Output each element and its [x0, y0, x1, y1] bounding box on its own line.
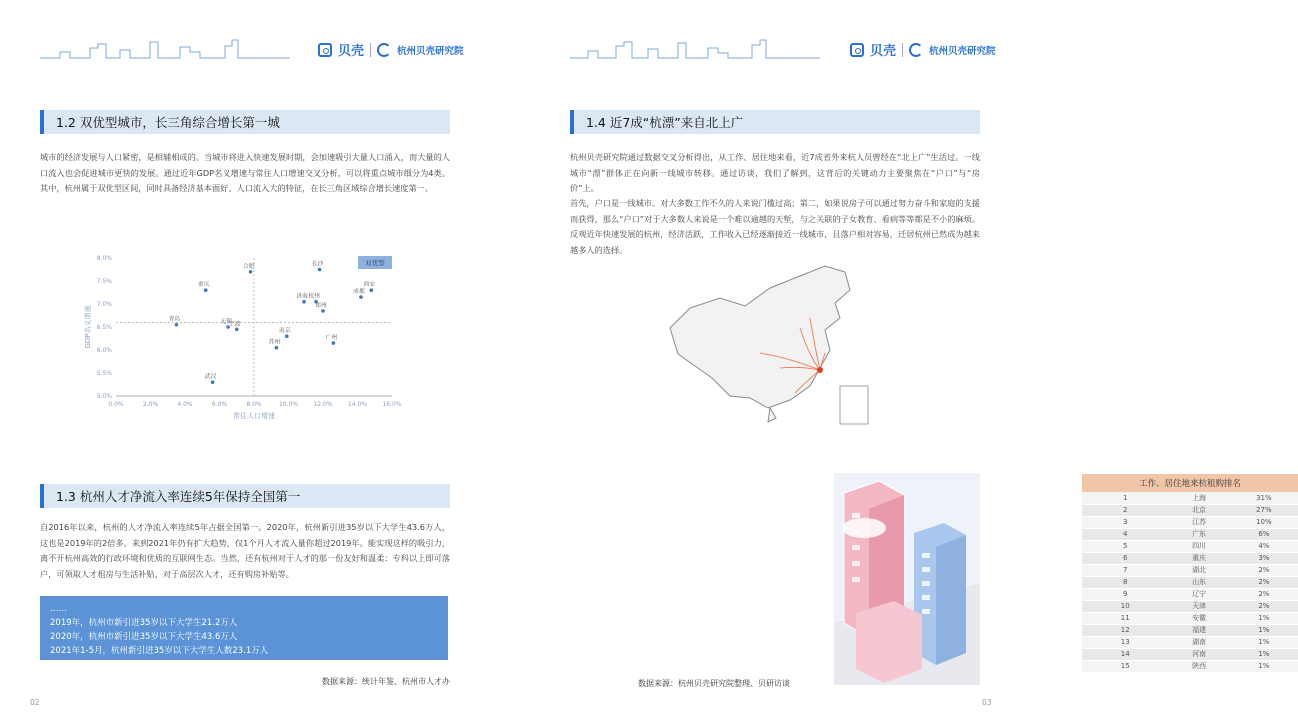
scatter-point — [175, 323, 179, 327]
table-cell-share: 1% — [1230, 660, 1298, 672]
scatter-point-label: 苏州 — [268, 339, 281, 346]
header-logos — [850, 40, 996, 59]
scatter-point — [321, 309, 325, 313]
section-1-4-paragraph-1: 杭州贝壳研究院通过数据交叉分析得出，从工作、居住地来看，近7成省外来杭人员曾经在“北上广”生活过。一线城市“漂”群体正在向新一线城市转移。通过访谈，我们了解到，这背后的关键动力主要聚焦在“户口”与“房价”上。 — [570, 152, 980, 193]
scatter-point — [302, 300, 306, 304]
table-cell-share: 6% — [1230, 528, 1298, 540]
table-cell-share: 27% — [1230, 504, 1298, 516]
table-cell-rank: 5 — [1082, 540, 1168, 552]
table-cell-rank: 12 — [1082, 624, 1168, 636]
skyline-decoration — [570, 38, 820, 60]
scatter-point-label: 无锡 — [220, 319, 232, 325]
logo-divider — [370, 43, 371, 57]
table-cell-share: 2% — [1230, 576, 1298, 588]
table-cell-share: 2% — [1230, 600, 1298, 612]
table-cell-share: 1% — [1230, 612, 1298, 624]
section-1-2-paragraph: 城市的经济发展与人口紧密，是相辅相成的。当城市将进入快速发展时期，会加速吸引大量人口涌入，而大量的人口流入也会促进城市更快的发展。通过近年GDP名义增速与常住人口增速交叉分析，可以将重点城市细分为4类。其中，杭州属于双优型区间，同时具备经济基本面好、人口流入大的特征，在长三角区域综合增长速度第一。 — [40, 152, 450, 193]
x-axis-label: 常住人口增速 — [233, 412, 275, 420]
section-1-3-paragraph: 自2016年以来，杭州的人才净流入率连续5年占据全国第一。2020年，杭州新引进35岁以下大学生43.6万人，这也是2019年的2倍多。来到2021年仍有扩大趋势，仅1个月人才流入量你超过2019年。能实现这样的吸引力，离不开杭州高效的行政环境和优质的互联网生态。当然，还有杭州对于人才的那一份友好和温柔：专科以上即可落户，可领取人才租房与生活补贴，对于高层次人才，还有购房补贴等。 — [40, 522, 450, 579]
table-row — [1082, 552, 1298, 564]
table-row — [1082, 516, 1298, 528]
scatter-point — [318, 268, 322, 272]
table-cell-share: 4% — [1230, 540, 1298, 552]
quadrant-label: 双优型 — [365, 259, 385, 267]
scatter-point-label: 郑州 — [315, 302, 327, 309]
table-cell-share: 10% — [1230, 516, 1298, 528]
hainan-island — [768, 408, 776, 422]
table-row — [1082, 504, 1298, 516]
scatter-point-label: 杭州 — [308, 293, 320, 300]
table-row — [1082, 588, 1298, 600]
table-cell-region: 天津 — [1168, 600, 1229, 612]
table-cell-share: 3% — [1230, 552, 1298, 564]
hangzhou-marker — [817, 367, 823, 373]
table-cell-share: 1% — [1230, 624, 1298, 636]
y-tick-label: 5.5% — [96, 370, 112, 377]
table-row — [1082, 576, 1298, 588]
scatter-point — [370, 288, 374, 292]
section-title: 1.2 双优型城市，长三角综合增长第一城 — [56, 115, 280, 130]
scatter-point-label: 广州 — [325, 335, 338, 342]
institute-logo-icon — [377, 43, 391, 57]
y-tick-label: 6.0% — [96, 347, 112, 354]
scatter-point-label: 西安 — [363, 282, 376, 289]
table-row — [1082, 564, 1298, 576]
table-row — [1082, 624, 1298, 636]
institute-name: 杭州贝壳研究院 — [397, 45, 464, 57]
section-heading-1-2 — [40, 110, 450, 134]
table-cell-rank: 1 — [1082, 492, 1168, 504]
scatter-point-label: 合肥 — [242, 263, 255, 270]
highlight-box — [40, 596, 448, 660]
low-building — [856, 601, 922, 683]
header-logos — [318, 40, 464, 59]
table-cell-share: 1% — [1230, 636, 1298, 648]
table-cell-rank: 3 — [1082, 516, 1168, 528]
section-1-4-paragraph-2: 首先，户口是一线城市。对大多数工作不久的人来说门槛过高；第二，如果说房子可以通过努力奋斗和家庭的支援而获得，那么“户口”对于大多数人来说是一个难以逾越的天堑，与之关联的子女教育、看病等等都是不小的麻烦。反观近年快速发展的杭州，经济活跃，工作收入已经逐渐接近一线城市，且落户相对容易，迁居杭州已然成为越来越多人的选择。 — [570, 198, 980, 255]
section-heading-1-4 — [570, 110, 980, 134]
y-tick-label: 6.5% — [96, 324, 112, 331]
scatter-point — [275, 346, 279, 350]
table-row — [1082, 600, 1298, 612]
table-cell-region: 安徽 — [1168, 612, 1229, 624]
beike-logo-icon — [318, 43, 332, 57]
table-cell-rank: 6 — [1082, 552, 1168, 564]
table-cell-region: 湖北 — [1168, 564, 1229, 576]
table-cell-rank: 10 — [1082, 600, 1168, 612]
y-tick-label: 5.0% — [96, 393, 112, 400]
table-row — [1082, 612, 1298, 624]
table-cell-region: 湖南 — [1168, 636, 1229, 648]
table-cell-region: 重庆 — [1168, 552, 1229, 564]
table-cell-share: 1% — [1230, 648, 1298, 660]
table-cell-region: 山东 — [1168, 576, 1229, 588]
table-cell-rank: 13 — [1082, 636, 1168, 648]
beike-logo-icon — [850, 43, 864, 57]
table-cell-region: 北京 — [1168, 504, 1229, 516]
highlight-line: 2020年，杭州市新引进35岁以下大学生43.6万人 — [50, 632, 238, 642]
table-row — [1082, 492, 1298, 504]
institute-name: 杭州贝壳研究院 — [929, 45, 996, 57]
x-tick-label: 10.0% — [278, 401, 299, 408]
scatter-point — [359, 295, 363, 299]
table-cell-region: 陕西 — [1168, 660, 1229, 672]
skyline-decoration — [40, 38, 290, 60]
scatter-point — [235, 328, 239, 332]
table-row — [1082, 540, 1298, 552]
scatter-point-label: 宁波 — [228, 321, 241, 328]
table-cell-region: 上海 — [1168, 492, 1229, 504]
x-tick-label: 14.0% — [347, 401, 368, 408]
table-cell-rank: 4 — [1082, 528, 1168, 540]
cloud — [842, 518, 886, 538]
table-cell-share: 2% — [1230, 588, 1298, 600]
y-tick-label: 7.0% — [96, 301, 112, 308]
table-row — [1082, 660, 1298, 672]
table-title: 工作、居住地来杭租购排名 — [1082, 474, 1298, 492]
section-heading-1-3 — [40, 484, 450, 508]
table-cell-region: 广东 — [1168, 528, 1229, 540]
x-tick-label: 16.0% — [382, 401, 402, 408]
table-cell-rank: 11 — [1082, 612, 1168, 624]
logo-divider — [902, 43, 903, 57]
right-page — [512, 0, 1272, 724]
x-tick-label: 0.0% — [108, 401, 124, 408]
table-cell-region: 河南 — [1168, 648, 1229, 660]
table-cell-rank: 8 — [1082, 576, 1168, 588]
scatter-point — [204, 288, 208, 292]
scatter-point — [285, 334, 289, 338]
scatter-point-label: 青岛 — [168, 316, 181, 323]
scatter-point-label: 成都 — [353, 289, 365, 296]
y-tick-label: 7.5% — [96, 278, 112, 285]
scatter-point — [332, 341, 336, 345]
brand-name: 贝壳 — [870, 44, 897, 59]
x-tick-label: 6.0% — [211, 401, 228, 408]
scatter-point-label: 重庆 — [197, 282, 210, 289]
table-cell-rank: 9 — [1082, 588, 1168, 600]
table-cell-region: 辽宁 — [1168, 588, 1229, 600]
table-cell-share: 2% — [1230, 564, 1298, 576]
scatter-point-label: 长沙 — [311, 261, 324, 268]
table-cell-region: 福建 — [1168, 624, 1229, 636]
china-migration-map — [650, 258, 880, 428]
x-tick-label: 12.0% — [313, 401, 333, 408]
table-cell-rank: 2 — [1082, 504, 1168, 516]
table-cell-region: 四川 — [1168, 540, 1229, 552]
city-buildings-illustration — [834, 473, 980, 685]
x-tick-label: 8.0% — [246, 401, 262, 408]
table-cell-rank: 14 — [1082, 648, 1168, 660]
y-axis-label: GDP名义增速 — [84, 305, 92, 349]
section-title: 1.4 近7成“杭漂”来自北上广 — [586, 115, 744, 130]
table-cell-rank: 15 — [1082, 660, 1168, 672]
table-cell-rank: 7 — [1082, 564, 1168, 576]
scatter-point-label: 济南 — [296, 293, 308, 300]
ranking-table — [1082, 474, 1298, 673]
y-tick-label: 8.0% — [96, 255, 112, 262]
table-cell-region: 江苏 — [1168, 516, 1229, 528]
institute-logo-icon — [909, 43, 923, 57]
table-row — [1082, 636, 1298, 648]
scatter-point-label: 武汉 — [204, 374, 217, 381]
scatter-point — [249, 270, 253, 274]
table-cell-share: 31% — [1230, 492, 1298, 504]
table-row — [1082, 648, 1298, 660]
scatter-point-label: 南京 — [278, 328, 291, 335]
table-row — [1082, 528, 1298, 540]
section-title: 1.3 杭州人才净流入率连续5年保持全国第一 — [56, 489, 301, 504]
data-source-right: 数据来源：杭州贝壳研究院整理、贝研访谈 — [638, 679, 790, 688]
south-sea-inset — [840, 386, 868, 424]
highlight-ellipsis: …… — [50, 604, 67, 614]
page-number-left: 02 — [30, 698, 40, 707]
x-tick-label: 2.0% — [142, 401, 159, 408]
left-page — [0, 0, 512, 724]
highlight-line: 2021年1-5月，杭州新引进35岁以下大学生人数23.1万人 — [50, 646, 269, 656]
x-tick-label: 4.0% — [177, 401, 193, 408]
scatter-point — [211, 380, 215, 384]
brand-name: 贝壳 — [338, 44, 365, 59]
highlight-line: 2019年，杭州市新引进35岁以下大学生21.2万人 — [50, 618, 238, 628]
map-outline — [670, 266, 850, 408]
page-number-right: 03 — [982, 698, 992, 707]
gdp-population-scatter-chart — [80, 248, 420, 428]
data-source-left: 数据来源：统计年鉴、杭州市人才办 — [322, 677, 450, 686]
